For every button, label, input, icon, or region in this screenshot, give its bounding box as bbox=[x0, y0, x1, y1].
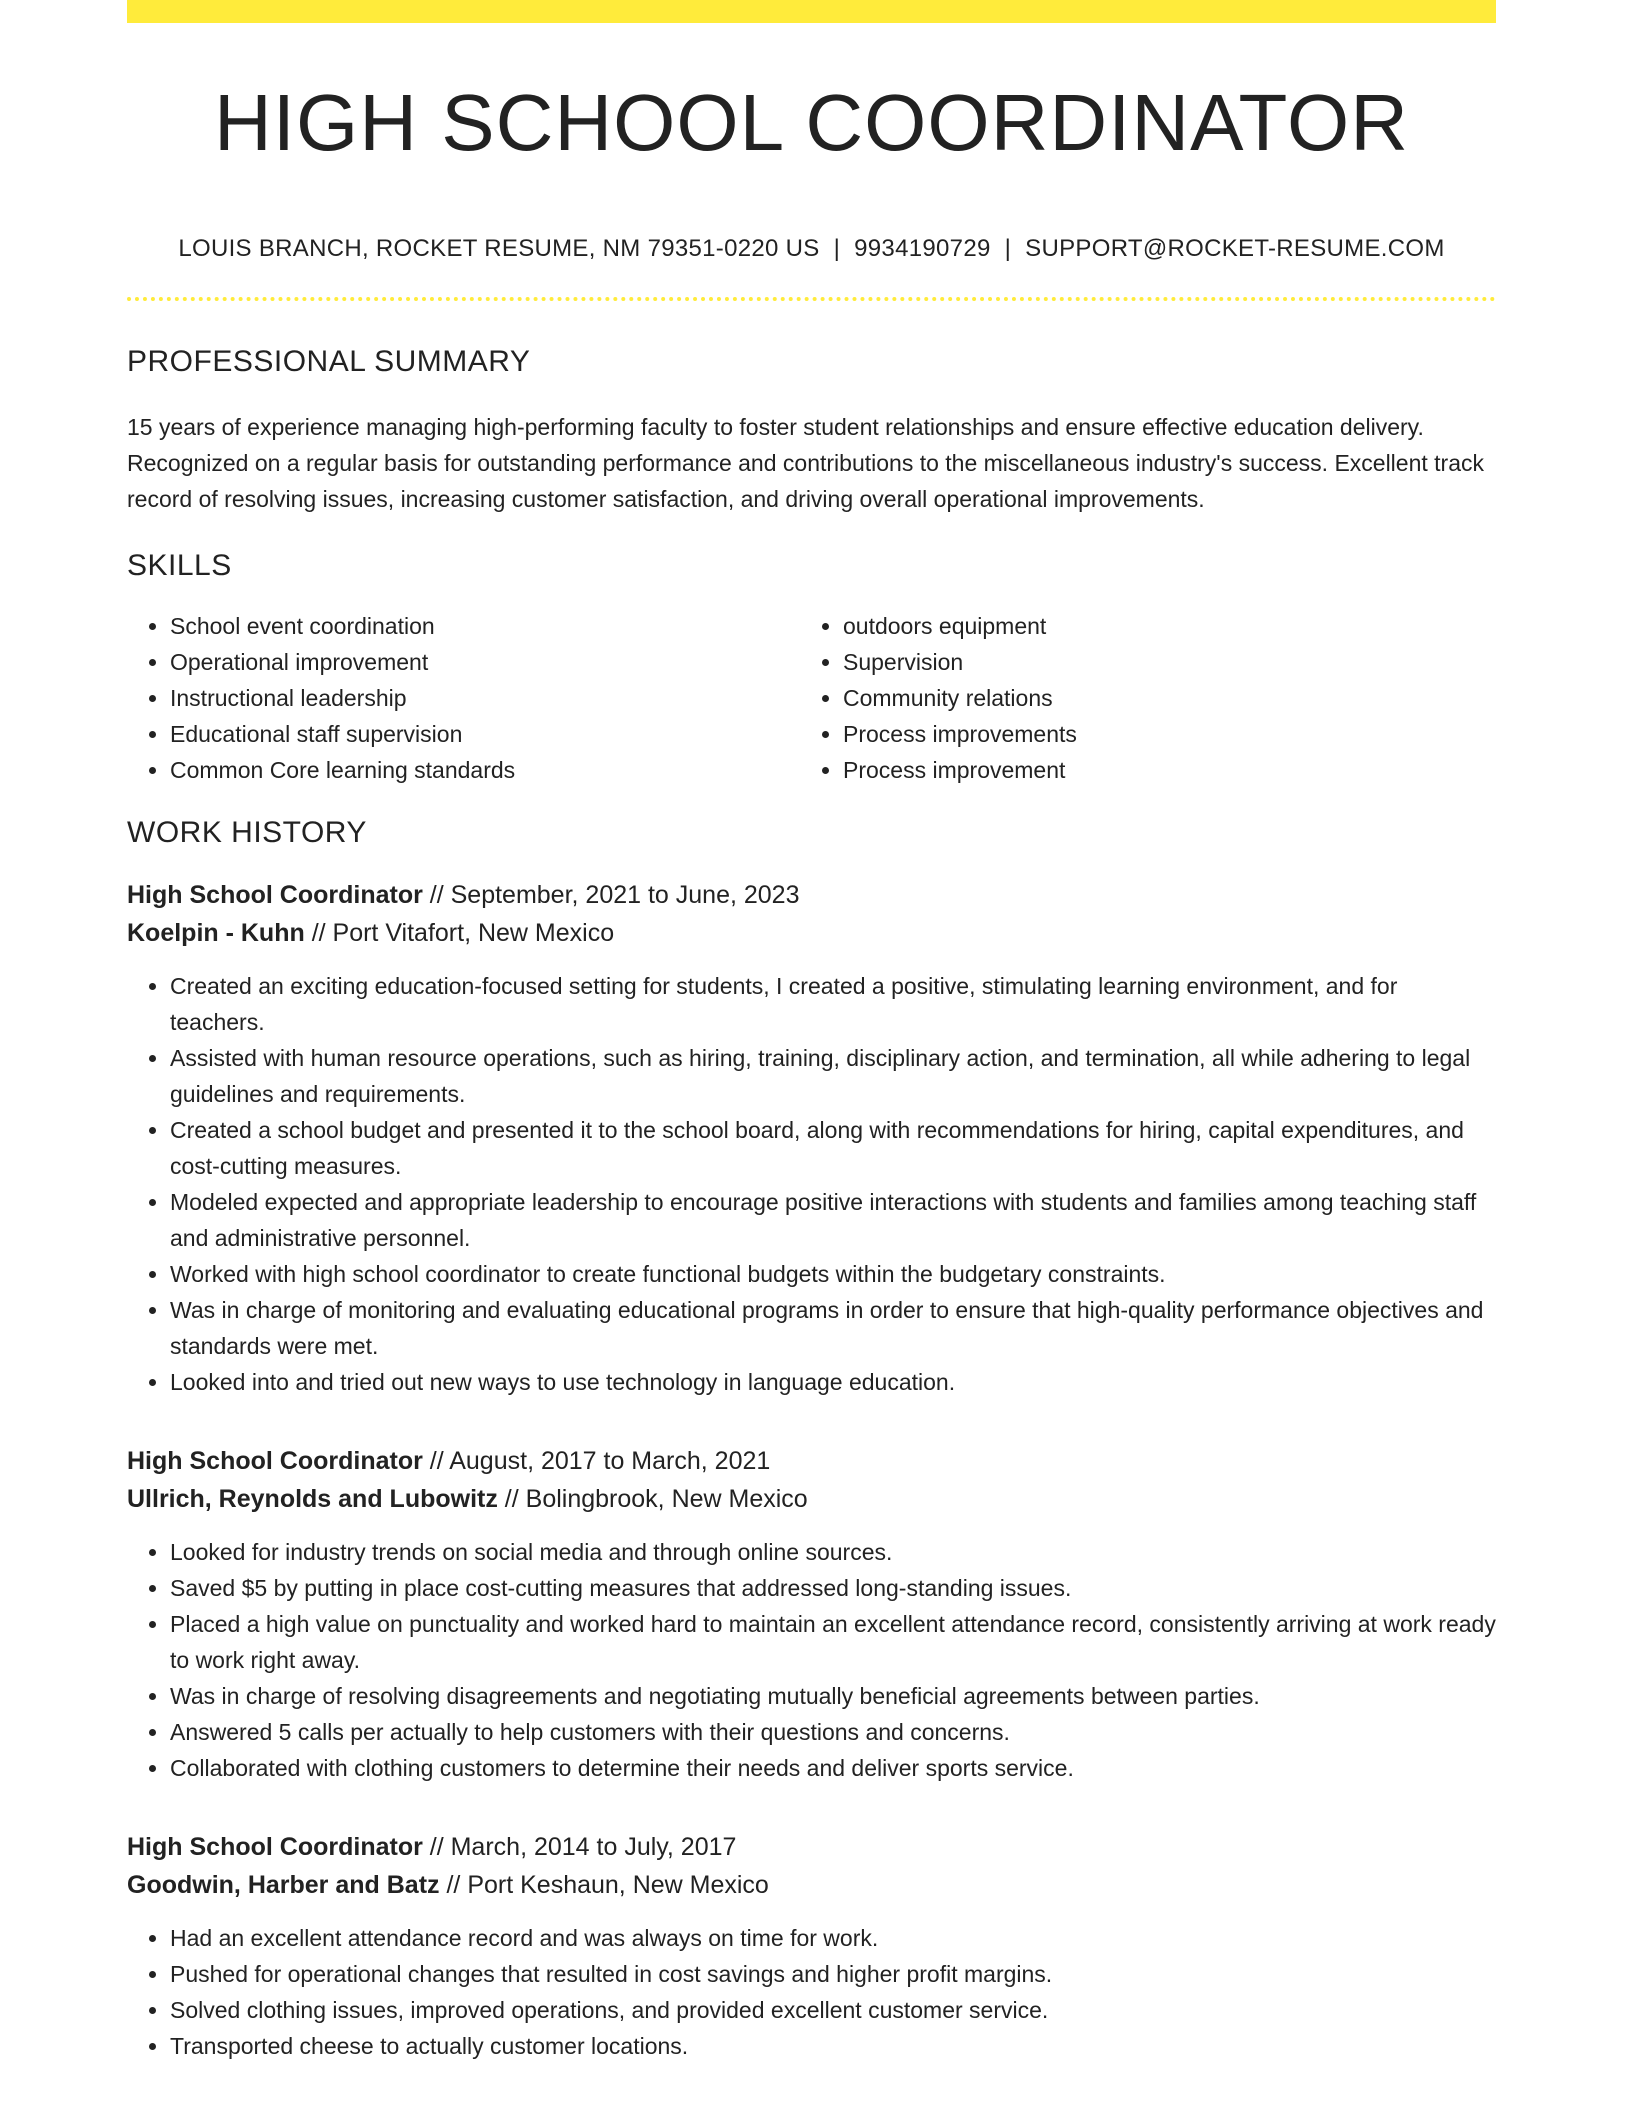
job-location: // Bolingbrook, New Mexico bbox=[497, 1485, 808, 1513]
skill-item: • Process improvement bbox=[843, 752, 1473, 788]
job-bullet: • Looked for industry trends on social media and through online sources. bbox=[170, 1534, 1496, 1570]
job-bullet: • Placed a high value on punctuality and worked hard to maintain an excellent attendance record, consistently arriving at work ready to work right away. bbox=[170, 1606, 1496, 1678]
contact-email: SUPPORT@ROCKET-RESUME.COM bbox=[1025, 235, 1445, 262]
dotted-divider bbox=[127, 297, 1496, 301]
skills-column-left bbox=[127, 608, 800, 788]
skill-item: • Supervision bbox=[843, 644, 1473, 680]
page-title: HIGH SCHOOL COORDINATOR bbox=[214, 78, 1409, 167]
job-bullet: • Looked into and tried out new ways to use technology in language education. bbox=[170, 1364, 1496, 1400]
job-bullet: • Was in charge of monitoring and evaluating educational programs in order to ensure that high-quality performance objectives and standards were met. bbox=[170, 1292, 1496, 1364]
skill-item: • Process improvements bbox=[843, 716, 1473, 752]
contact-line bbox=[127, 235, 1496, 263]
job-bullet: • Transported cheese to actually customer locations. bbox=[170, 2028, 1496, 2064]
accent-top-bar bbox=[127, 0, 1496, 23]
job-bullet: • Created an exciting education-focused setting for students, I created a positive, stimulating learning environment, and for teachers. bbox=[170, 968, 1496, 1040]
contact-separator: | bbox=[1004, 235, 1012, 262]
job-bullet: • Saved $5 by putting in place cost-cutting measures that addressed long-standing issues. bbox=[170, 1570, 1496, 1606]
skill-item: • Instructional leadership bbox=[170, 680, 800, 716]
job-company-line bbox=[127, 1480, 1496, 1518]
job-bullets bbox=[127, 1534, 1496, 1786]
skill-item: • School event coordination bbox=[170, 608, 800, 644]
job-bullet: • Created a school budget and presented it to the school board, along with recommendations for hiring, capital expenditures, and cost-cutting measures. bbox=[170, 1112, 1496, 1184]
skill-item: • Educational staff supervision bbox=[170, 716, 800, 752]
job-bullets bbox=[127, 1920, 1496, 2064]
job-dates: // August, 2017 to March, 2021 bbox=[422, 1447, 771, 1475]
job-location: // Port Keshaun, New Mexico bbox=[439, 1871, 769, 1899]
contact-phone: 9934190729 bbox=[854, 235, 991, 262]
job-entry bbox=[127, 1442, 1496, 1786]
job-entry bbox=[127, 1828, 1496, 2064]
job-bullet: • Answered 5 calls per actually to help customers with their questions and concerns. bbox=[170, 1714, 1496, 1750]
section-heading-work: WORK HISTORY bbox=[127, 816, 367, 849]
job-title: High School Coordinator bbox=[127, 1447, 423, 1475]
job-bullet: • Was in charge of resolving disagreements and negotiating mutually beneficial agreements between parties. bbox=[170, 1678, 1496, 1714]
job-bullet: • Worked with high school coordinator to create functional budgets within the budgetary constraints. bbox=[170, 1256, 1496, 1292]
skill-item: • Common Core learning standards bbox=[170, 752, 800, 788]
skill-item: • Community relations bbox=[843, 680, 1473, 716]
summary-text: 15 years of experience managing high-performing faculty to foster student relationships and ensure effective education delivery. Recognized on a regular basis for outstanding performance and contributions to the miscellaneous industry's success. Excellent track record of resolving issues, increasing customer satisfaction, and driving overall operational improvements. bbox=[127, 414, 1484, 512]
job-company: Koelpin - Kuhn bbox=[127, 919, 305, 947]
job-bullet: • Collaborated with clothing customers to determine their needs and deliver sports service. bbox=[170, 1750, 1496, 1786]
job-bullet: • Pushed for operational changes that resulted in cost savings and higher profit margins. bbox=[170, 1956, 1496, 1992]
job-entry bbox=[127, 876, 1496, 1400]
job-company-line bbox=[127, 914, 1496, 952]
section-heading-summary: PROFESSIONAL SUMMARY bbox=[127, 345, 531, 378]
job-company-line bbox=[127, 1866, 1496, 1904]
job-company: Goodwin, Harber and Batz bbox=[127, 1871, 440, 1899]
job-bullet: • Solved clothing issues, improved operations, and provided excellent customer service. bbox=[170, 1992, 1496, 2028]
job-title: High School Coordinator bbox=[127, 881, 423, 909]
work-history-section bbox=[127, 816, 1496, 2064]
section-heading-skills: SKILLS bbox=[127, 549, 232, 582]
contact-address: LOUIS BRANCH, ROCKET RESUME, NM 79351-0220 US bbox=[178, 235, 820, 262]
job-company: Ullrich, Reynolds and Lubowitz bbox=[127, 1485, 498, 1513]
job-title-line bbox=[127, 1442, 1496, 1480]
job-title-line bbox=[127, 876, 1496, 914]
skills-grid bbox=[127, 608, 1496, 788]
job-bullet: • Had an excellent attendance record and was always on time for work. bbox=[170, 1920, 1496, 1956]
skills-section bbox=[127, 549, 1496, 788]
job-title-line bbox=[127, 1828, 1496, 1866]
job-bullet: • Assisted with human resource operations, such as hiring, training, disciplinary action, and termination, all while adhering to legal guidelines and requirements. bbox=[170, 1040, 1496, 1112]
skill-item: • Operational improvement bbox=[170, 644, 800, 680]
job-bullets bbox=[127, 968, 1496, 1400]
job-dates: // September, 2021 to June, 2023 bbox=[422, 881, 800, 909]
job-title: High School Coordinator bbox=[127, 1833, 423, 1861]
resume-page bbox=[127, 0, 1496, 2064]
job-location: // Port Vitafort, New Mexico bbox=[304, 919, 615, 947]
skills-column-right bbox=[800, 608, 1473, 788]
contact-separator: | bbox=[833, 235, 841, 262]
job-bullet: • Modeled expected and appropriate leadership to encourage positive interactions with students and families among teaching staff and administrative personnel. bbox=[170, 1184, 1496, 1256]
professional-summary-section bbox=[127, 345, 1496, 517]
job-dates: // March, 2014 to July, 2017 bbox=[422, 1833, 737, 1861]
skill-item: • outdoors equipment bbox=[843, 608, 1473, 644]
